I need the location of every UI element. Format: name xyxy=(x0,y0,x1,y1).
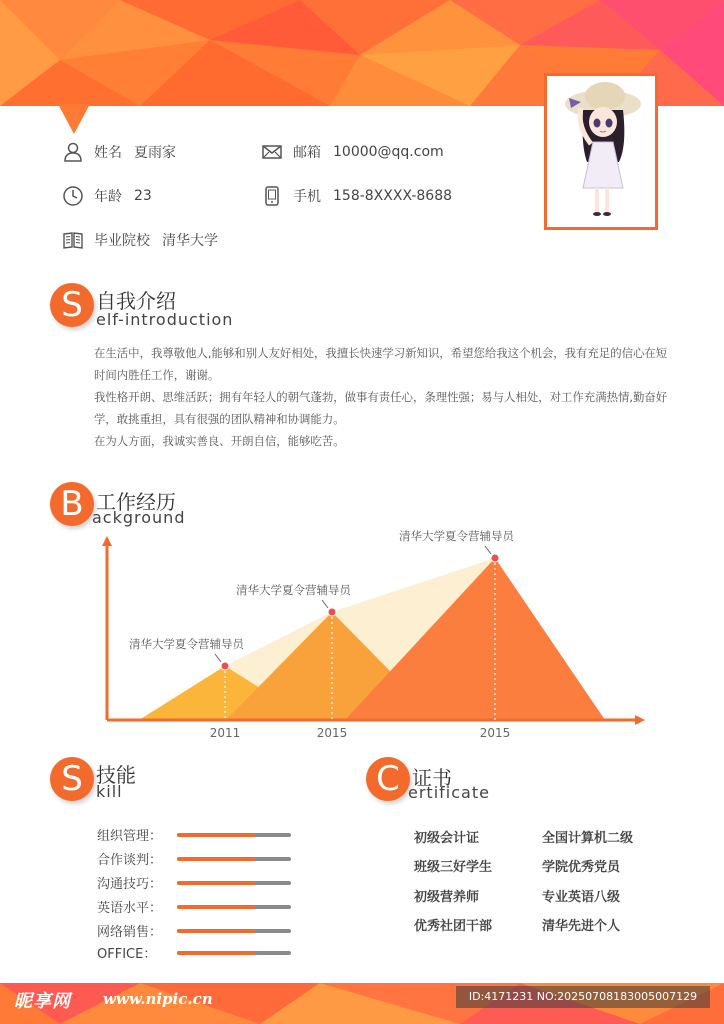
skill-bar-fill xyxy=(177,881,255,885)
certificate-item: 初级会计证 xyxy=(414,831,480,846)
envelope-icon xyxy=(261,141,283,163)
skill-label: 合作谈判： xyxy=(97,852,163,868)
certs-subtitle: ertificate xyxy=(408,783,490,802)
work-badge: B xyxy=(50,482,94,526)
certificate-item: 清华先进个人 xyxy=(542,919,621,934)
school-value: 清华大学 xyxy=(162,233,218,249)
skill-bar-fill xyxy=(177,905,255,909)
skill-label: 英语水平： xyxy=(97,900,163,916)
skill-bar-fill xyxy=(177,833,255,837)
certificate-item: 初级营养师 xyxy=(414,890,480,905)
skill-row xyxy=(97,920,297,940)
profile-photo xyxy=(544,73,658,230)
age-value: 23 xyxy=(134,188,152,204)
watermark-site: www.nipic.cn xyxy=(103,990,213,1008)
chart-x-tick-label: 2015 xyxy=(479,726,511,740)
skill-label: 网络销售： xyxy=(97,924,163,940)
skill-row xyxy=(97,942,297,962)
email-label: 邮箱 xyxy=(293,145,321,161)
age-label: 年龄 xyxy=(94,189,122,205)
avatar-girl-illustration xyxy=(547,76,655,227)
chart-x-tick-label: 2015 xyxy=(316,726,348,740)
clock-icon xyxy=(62,185,84,207)
certificate-item: 优秀社团干部 xyxy=(414,919,493,934)
skill-bar-fill xyxy=(177,951,255,955)
chart-annotation-label: 清华大学夏令营辅导员 xyxy=(129,637,244,651)
skill-label: OFFICE： xyxy=(97,946,157,962)
chart-annotation-label: 清华大学夏令营辅导员 xyxy=(236,583,351,597)
certificate-item: 专业英语八级 xyxy=(542,890,621,905)
intro-title: 自我介绍 xyxy=(96,289,176,313)
skill-bar-fill xyxy=(177,929,255,933)
header-pointer xyxy=(58,104,90,134)
skill-bar-fill xyxy=(177,857,255,861)
intro-text xyxy=(94,342,674,452)
work-timeline-chart xyxy=(95,530,655,745)
email-value: 10000@qq.com xyxy=(333,144,444,160)
chart-data-point xyxy=(221,662,229,670)
intro-subtitle: elf-introduction xyxy=(96,310,234,329)
skills-subtitle: kill xyxy=(96,782,123,801)
skill-label: 组织管理： xyxy=(97,828,163,844)
phone-icon xyxy=(261,185,283,207)
skill-bar-track xyxy=(177,857,291,861)
skill-row xyxy=(97,896,297,916)
chart-data-point xyxy=(328,608,336,616)
info-age xyxy=(62,185,152,207)
certificate-item: 班级三好学生 xyxy=(414,860,493,875)
skill-row xyxy=(97,848,297,868)
skill-bar-track xyxy=(177,929,291,933)
certificate-item: 学院优秀党员 xyxy=(542,860,621,875)
chart-annotation-leader xyxy=(485,546,491,554)
person-icon xyxy=(62,141,84,163)
skills-badge: S xyxy=(50,757,94,801)
school-label: 毕业院校 xyxy=(94,233,150,249)
work-title: 工作经历 xyxy=(96,490,176,514)
skill-row xyxy=(97,824,297,844)
skill-bar-track xyxy=(177,833,291,837)
skill-bar-track xyxy=(177,951,291,955)
skills-title: 技能 xyxy=(96,763,136,787)
chart-annotation-leader xyxy=(322,600,328,608)
info-email xyxy=(261,141,444,163)
watermark-logo: 昵享网 xyxy=(14,991,71,1012)
certificate-item: 全国计算机二级 xyxy=(542,831,634,846)
chart-annotation-leader xyxy=(215,654,221,662)
intro-paragraph: 在为人方面，我诚实善良、开朗自信，能够吃苦。 xyxy=(94,434,345,448)
intro-badge: S xyxy=(50,283,94,327)
watermark-id: ID:4171231 NO:20250708183005007129 xyxy=(456,986,710,1008)
chart-x-tick-label: 2011 xyxy=(209,726,241,740)
skill-row xyxy=(97,872,297,892)
skill-label: 沟通技巧： xyxy=(97,876,163,892)
book-icon xyxy=(62,229,84,251)
skill-bar-track xyxy=(177,905,291,909)
info-name xyxy=(62,141,176,163)
info-school xyxy=(62,229,218,251)
chart-annotation-label: 清华大学夏令营辅导员 xyxy=(399,530,514,543)
phone-label: 手机 xyxy=(293,189,321,205)
certs-title: 证书 xyxy=(412,766,452,790)
work-subtitle: ackground xyxy=(92,508,186,527)
name-label: 姓名 xyxy=(94,145,122,161)
skill-bar-track xyxy=(177,881,291,885)
intro-paragraph: 在生活中，我尊敬他人,能够和别人友好相处，我擅长快速学习新知识，希望您给我这个机会，我有充足的信心在短时间内胜任工作，谢谢。 xyxy=(94,346,668,382)
chart-data-point xyxy=(491,554,499,562)
name-value: 夏雨家 xyxy=(134,145,176,161)
x-axis-arrow xyxy=(635,715,645,725)
intro-paragraph: 我性格开朗、思维活跃；拥有年轻人的朝气蓬勃，做事有责任心，条理性强；易与人相处，对工作充满热情,勤奋好学，敢挑重担，具有很强的团队精神和协调能力。 xyxy=(94,390,668,426)
info-phone xyxy=(261,185,452,207)
certs-badge: C xyxy=(366,757,410,801)
phone-value: 158-8XXXX-8688 xyxy=(333,188,453,204)
y-axis-arrow xyxy=(102,536,112,546)
